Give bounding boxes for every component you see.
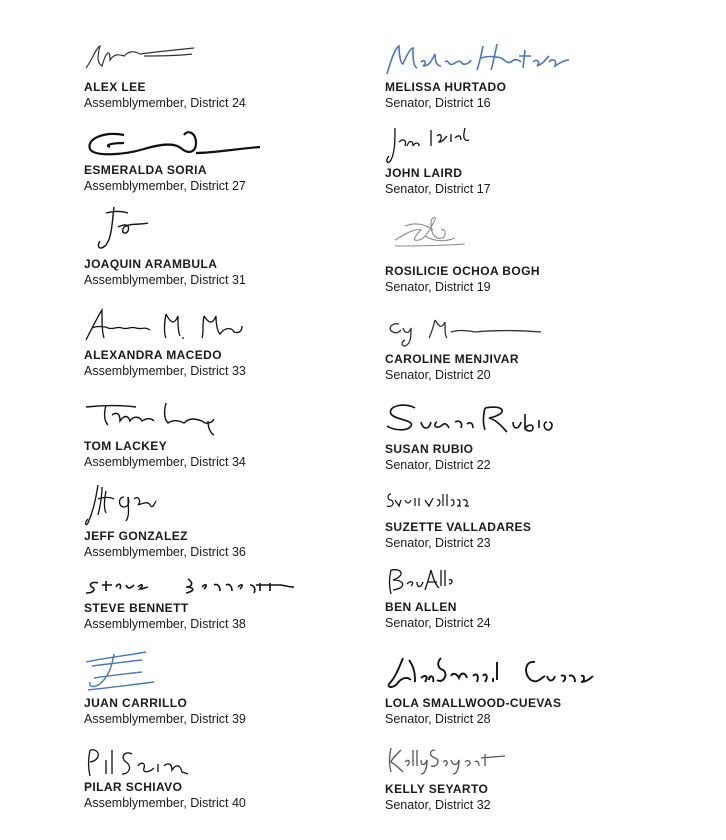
signatory-title: Assemblymember, District 33 <box>84 364 246 378</box>
signatory-name: KELLY SEYARTO <box>385 782 489 796</box>
signature-susan-rubio <box>385 400 565 440</box>
signature-kelly-seyarto <box>385 744 515 778</box>
signatory-name: ESMERALDA SORIA <box>84 163 207 177</box>
signatory-title: Assemblymember, District 36 <box>84 545 246 559</box>
signatory-title: Senator, District 22 <box>385 458 491 472</box>
signatory-title: Senator, District 28 <box>385 712 491 726</box>
signature-steve-bennett <box>84 575 304 599</box>
signature-joaquin-arambula <box>84 203 164 255</box>
signature-caroline-menjivar <box>385 316 545 350</box>
signatory-name: SUZETTE VALLADARES <box>385 520 532 534</box>
signatory-title: Assemblymember, District 24 <box>84 96 246 110</box>
signature-suzette-valladares <box>385 490 475 514</box>
signature-melissa-hurtado <box>385 40 575 78</box>
signatory-name: BEN ALLEN <box>385 600 457 614</box>
signature-tom-lackey <box>84 399 224 437</box>
signatory-name: MELISSA HURTADO <box>385 80 507 94</box>
signatory-title: Assemblymember, District 27 <box>84 179 246 193</box>
signature-john-laird <box>385 126 475 166</box>
signatory-name: ALEX LEE <box>84 80 146 94</box>
signatory-title: Senator, District 24 <box>385 616 491 630</box>
signatory-title: Assemblymember, District 38 <box>84 617 246 631</box>
signatory-name: JOAQUIN ARAMBULA <box>84 257 218 271</box>
signature-ben-allen <box>385 566 455 596</box>
signatory-name: SUSAN RUBIO <box>385 442 474 456</box>
signatory-name: TOM LACKEY <box>84 439 168 453</box>
signatory-title: Senator, District 19 <box>385 280 491 294</box>
signatory-title: Assemblymember, District 31 <box>84 273 246 287</box>
signatory-name: ROSILICIE OCHOA BOGH <box>385 264 540 278</box>
signatory-name: CAROLINE MENJIVAR <box>385 352 519 366</box>
signatory-name: STEVE BENNETT <box>84 601 189 615</box>
signatory-title: Assemblymember, District 34 <box>84 455 246 469</box>
signatory-title: Senator, District 17 <box>385 182 491 196</box>
signature-juan-carrillo <box>84 648 164 694</box>
signatory-title: Senator, District 23 <box>385 536 491 550</box>
signatory-title: Senator, District 16 <box>385 96 491 110</box>
signature-jeff-gonzalez <box>84 483 164 529</box>
signature-alexandra-macedo <box>84 308 244 344</box>
signatory-name: JOHN LAIRD <box>385 166 463 180</box>
signatory-name: PILAR SCHIAVO <box>84 780 183 794</box>
signature-esmeralda-soria <box>84 125 264 165</box>
signature-rosilicie-ochoa-bogh <box>385 212 495 252</box>
signature-alex-lee <box>84 40 204 80</box>
signature-pilar-schiavo <box>84 746 194 780</box>
signatory-name: JUAN CARRILLO <box>84 696 188 710</box>
signatory-title: Senator, District 32 <box>385 798 491 812</box>
signatory-name: ALEXANDRA MACEDO <box>84 348 222 362</box>
signature-lola-smallwood-cuevas <box>385 654 605 694</box>
signatory-name: JEFF GONZALEZ <box>84 529 188 543</box>
signatory-title: Assemblymember, District 40 <box>84 796 246 810</box>
signatory-title: Senator, District 20 <box>385 368 491 382</box>
signatory-title: Assemblymember, District 39 <box>84 712 246 726</box>
signatory-name: LOLA SMALLWOOD-CUEVAS <box>385 696 562 710</box>
